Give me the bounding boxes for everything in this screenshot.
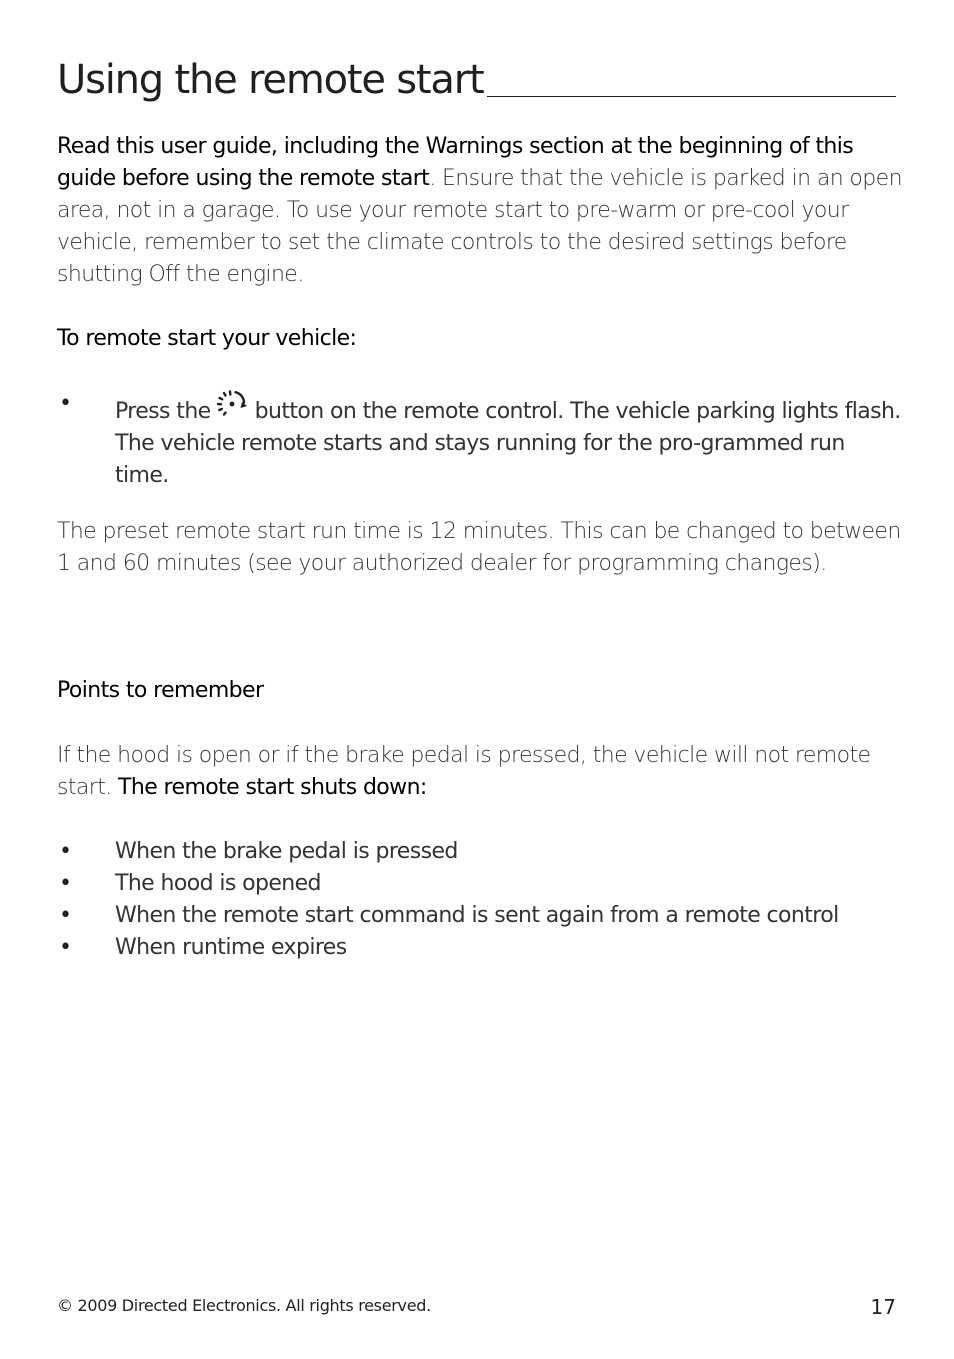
bullet-dot: • bbox=[59, 935, 72, 960]
run-time-paragraph: The preset remote start run time is 12 minutes. This can be changed to between 1 and 60 minutes (see your authorized dealer for programming changes). bbox=[57, 519, 901, 576]
points-body-text: If the hood is open or if the brake pedal is pressed, the vehicle will not remote start. bbox=[57, 743, 871, 800]
page-title: Using the remote start bbox=[57, 60, 487, 100]
instruction-list bbox=[57, 388, 902, 492]
intro-warning-text: Read this user guide, including the Warnings section at the beginning of this guide before using the remote start bbox=[57, 134, 854, 191]
points-paragraph bbox=[57, 740, 902, 804]
bullet-dot: • bbox=[59, 871, 72, 896]
list-item-text: When runtime expires bbox=[115, 935, 347, 960]
instruction-text-after: button on the remote control. The vehicle parking lights flash. The vehicle remote starts and stays running for the pro-grammed run time. bbox=[115, 399, 901, 488]
remote-start-icon bbox=[215, 388, 249, 422]
list-item bbox=[57, 836, 902, 868]
shutdown-lead-text: The remote start shuts down: bbox=[118, 775, 427, 800]
intro-body-text: . Ensure that the vehicle is parked in an open area, not in a garage. To use your remote start to pre-warm or pre-cool your vehicle, remember to set the climate controls to the desired settings before shutting Off the engine. bbox=[57, 166, 902, 287]
list-item bbox=[57, 932, 902, 964]
list-item-text: The hood is opened bbox=[115, 871, 321, 896]
intro-paragraph bbox=[57, 131, 902, 291]
list-item bbox=[57, 868, 902, 900]
instruction-text-before: Press the bbox=[115, 399, 211, 424]
footer-copyright: © 2009 Directed Electronics. All rights reserved. bbox=[57, 1296, 431, 1315]
list-item bbox=[57, 900, 902, 932]
bullet-dot: • bbox=[59, 391, 72, 416]
points-heading: Points to remember bbox=[57, 678, 264, 703]
title-row bbox=[57, 50, 896, 103]
shutdown-list bbox=[57, 836, 902, 964]
list-item-text: When the brake pedal is pressed bbox=[115, 839, 458, 864]
bullet-dot: • bbox=[59, 839, 72, 864]
list-item-text: When the remote start command is sent again from a remote control bbox=[115, 903, 839, 928]
list-item bbox=[57, 388, 902, 492]
page-number: 17 bbox=[870, 1295, 896, 1319]
bullet-dot: • bbox=[59, 903, 72, 928]
instructions-heading: To remote start your vehicle: bbox=[57, 326, 357, 351]
